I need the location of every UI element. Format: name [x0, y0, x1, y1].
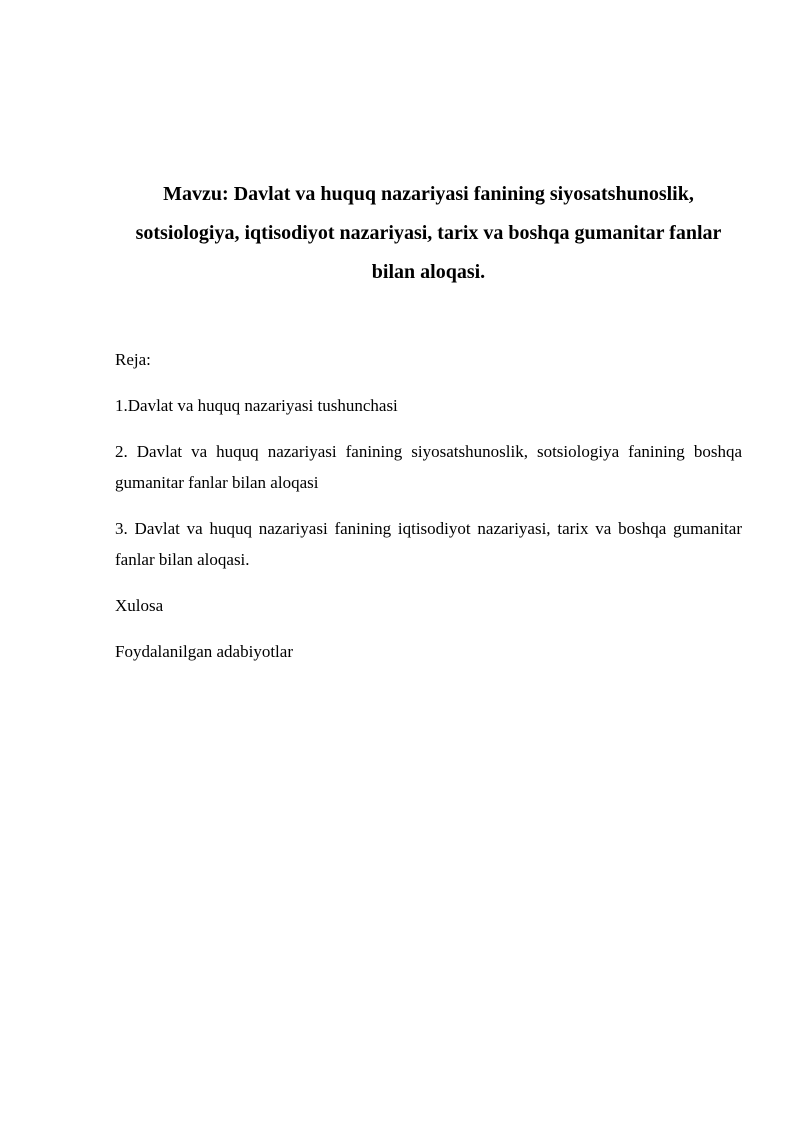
references-item: Foydalanilgan adabiyotlar	[115, 642, 293, 661]
conclusion-item: Xulosa	[115, 596, 164, 615]
plan-item-2: 2. Davlat va huquq nazariyasi fanining siyosatshunoslik, sotsiologiya fanining boshqa gumanitar fanlar bilan aloqasi	[115, 442, 742, 492]
document-title: Mavzu: Davlat va huquq nazariyasi fanining siyosatshunoslik, sotsiologiya, iqtisodiyot nazariyasi, tarix va boshqa gumanitar fanlar bilan aloqasi.	[135, 183, 722, 283]
plan-item-3: 3. Davlat va huquq nazariyasi fanining iqtisodiyot nazariyasi, tarix va boshqa gumanitar fanlar bilan aloqasi.	[115, 519, 742, 569]
plan-heading: Reja:	[115, 350, 151, 369]
document-body	[115, 344, 742, 682]
plan-item-1: 1.Davlat va huquq nazariyasi tushunchasi	[115, 396, 398, 415]
